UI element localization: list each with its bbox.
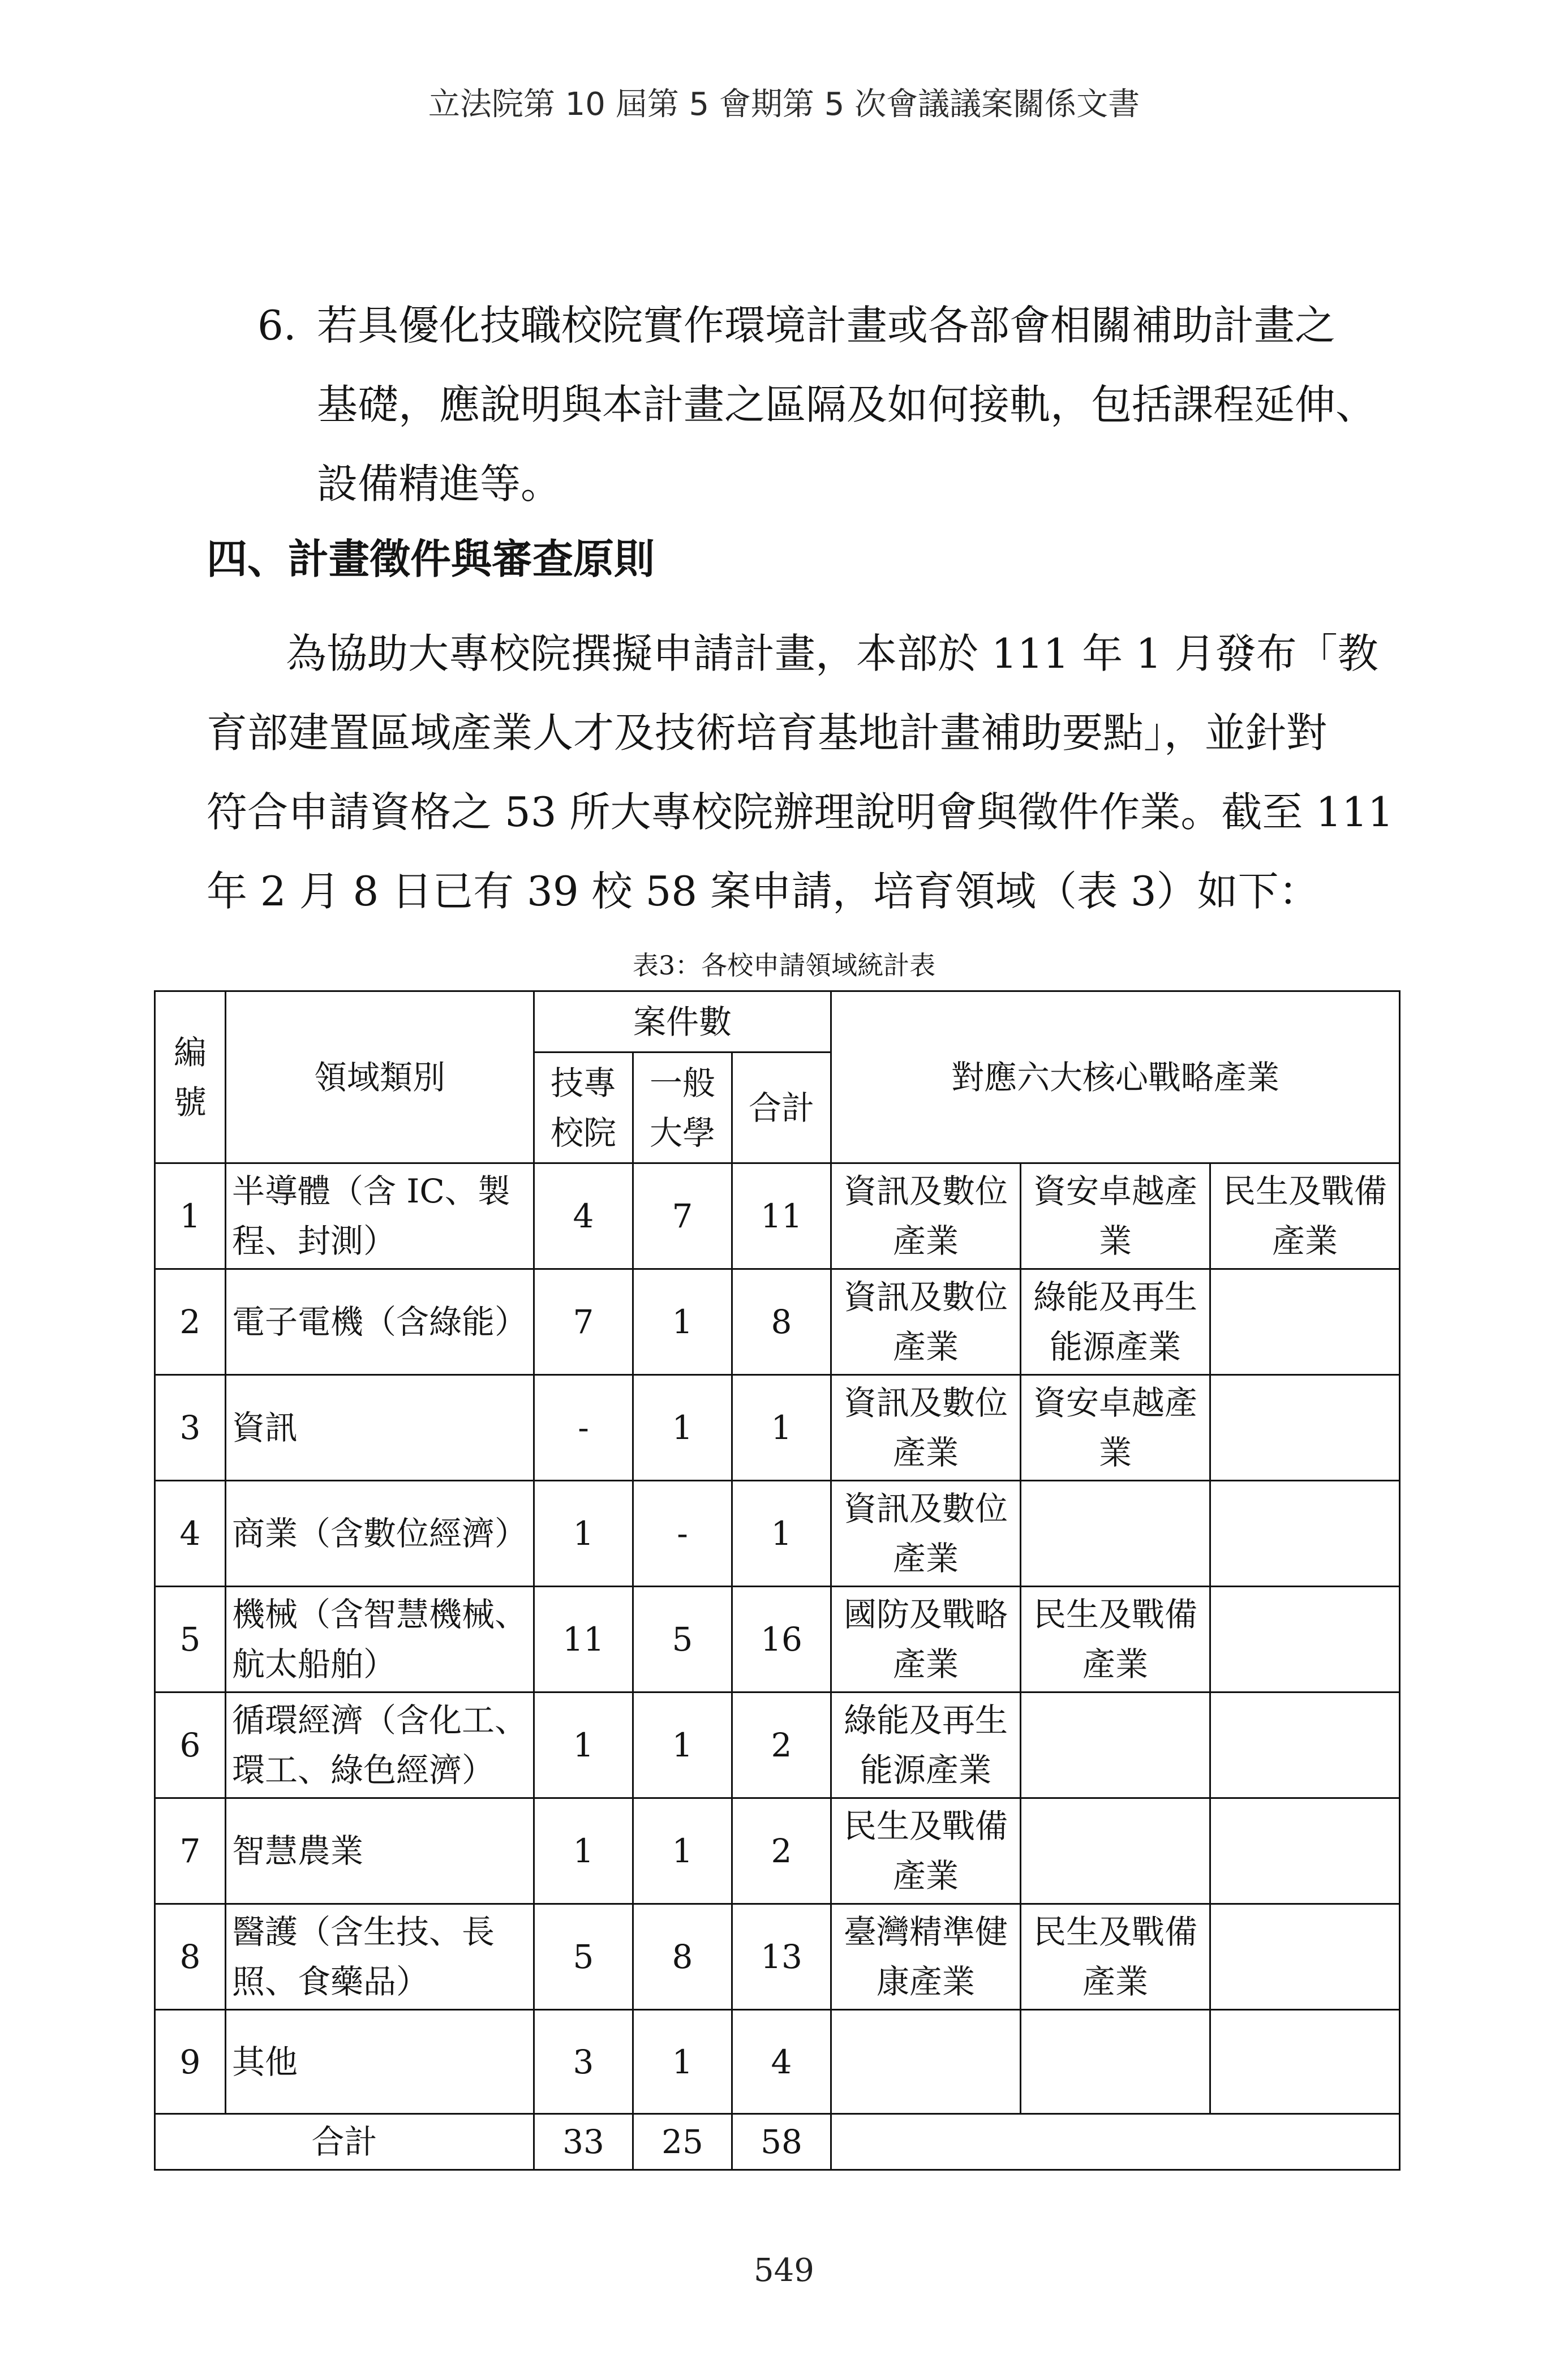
table-row [155,1798,1400,1904]
row-field: 商業（含數位經濟） [226,1481,534,1587]
row-general: 1 [633,1798,732,1904]
list-item-number: 6. [257,302,297,349]
row-general: 8 [633,1904,732,2010]
row-industry-3 [1210,1904,1400,2010]
total-general: 25 [633,2114,732,2170]
row-tech: 11 [534,1587,633,1692]
table-row [155,1375,1400,1481]
row-industry-1: 資訊及數位產業 [831,1375,1021,1481]
paragraph-line: 符合申請資格之 53 所大專校院辦理說明會與徵件作業。截至 111 [207,788,1394,836]
header-industry: 對應六大核心戰略產業 [831,991,1400,1163]
document-header: 立法院第 10 屆第 5 會期第 5 次會議議案關係文書 [428,86,1140,123]
row-total: 2 [732,1798,831,1904]
table-row [155,1481,1400,1587]
row-industry-1 [831,2010,1021,2114]
row-general: 1 [633,1269,732,1375]
paragraph-line: 為協助大專校院撰擬申請計畫，本部於 111 年 1 月發布「教 [286,630,1378,677]
table-row [155,1269,1400,1375]
row-general: 1 [633,1375,732,1481]
row-number: 4 [155,1481,226,1587]
row-tech: 1 [534,1481,633,1587]
row-number: 7 [155,1798,226,1904]
row-tech: 3 [534,2010,633,2114]
paragraph-line: 年 2 月 8 日已有 39 校 58 案申請，培育領域（表 3）如下： [207,867,1320,915]
row-industry-3 [1210,1375,1400,1481]
table-row [155,1163,1400,1269]
row-total: 1 [732,1375,831,1481]
row-number: 6 [155,1692,226,1798]
row-industry-1: 國防及戰略產業 [831,1587,1021,1692]
row-general: 1 [633,2010,732,2114]
total-sum: 58 [732,2114,831,2170]
row-total: 8 [732,1269,831,1375]
row-industry-1: 臺灣精準健康產業 [831,1904,1021,2010]
list-item-line: 若具優化技職校院實作環境計畫或各部會相關補助計畫之 [317,302,1336,349]
row-number: 5 [155,1587,226,1692]
row-industry-1: 資訊及數位產業 [831,1269,1021,1375]
row-industry-2 [1021,2010,1210,2114]
header-tech: 技專校院 [534,1053,633,1163]
row-industry-2: 民生及戰備產業 [1021,1904,1210,2010]
row-total: 2 [732,1692,831,1798]
row-total: 16 [732,1587,831,1692]
row-field: 循環經濟（含化工、環工、綠色經濟） [226,1692,534,1798]
row-field: 其他 [226,2010,534,2114]
row-general: 5 [633,1587,732,1692]
row-number: 9 [155,2010,226,2114]
row-total: 1 [732,1481,831,1587]
header-general: 一般大學 [633,1053,732,1163]
row-industry-2: 資安卓越產業 [1021,1375,1210,1481]
row-industry-3 [1210,1269,1400,1375]
table-caption: 表3：各校申請領域統計表 [632,950,936,981]
row-industry-1: 綠能及再生能源產業 [831,1692,1021,1798]
row-field: 醫護（含生技、長照、食藥品） [226,1904,534,2010]
row-industry-2 [1021,1481,1210,1587]
row-industry-2: 民生及戰備產業 [1021,1587,1210,1692]
header-number: 編號 [155,991,226,1163]
paragraph-line: 育部建置區域產業人才及技術培育基地計畫補助要點」，並針對 [207,709,1328,757]
table-row [155,2010,1400,2114]
table-row [155,1904,1400,2010]
row-tech: - [534,1375,633,1481]
row-total: 13 [732,1904,831,2010]
row-number: 3 [155,1375,226,1481]
header-field: 領域類別 [226,991,534,1163]
row-tech: 5 [534,1904,633,2010]
row-industry-3: 民生及戰備產業 [1210,1163,1400,1269]
row-total: 4 [732,2010,831,2114]
body-paragraph [207,614,1394,931]
header-total: 合計 [732,1053,831,1163]
row-industry-1: 民生及戰備產業 [831,1798,1021,1904]
row-field: 智慧農業 [226,1798,534,1904]
table-row [155,1587,1400,1692]
list-item-line: 基礎，應說明與本計畫之區隔及如何接軌，包括課程延伸、 [317,381,1377,428]
row-tech: 7 [534,1269,633,1375]
row-field: 機械（含智慧機械、航太船舶） [226,1587,534,1692]
row-general: 7 [633,1163,732,1269]
table-total-row [155,2114,1400,2170]
row-industry-2: 資安卓越產業 [1021,1163,1210,1269]
row-field: 半導體（含 IC、製程、封測） [226,1163,534,1269]
row-industry-2: 綠能及再生能源產業 [1021,1269,1210,1375]
table-row [155,1692,1400,1798]
section-title: 四、計畫徵件與審查原則 [207,535,655,583]
row-industry-2 [1021,1692,1210,1798]
total-industry-empty [831,2114,1400,2170]
row-tech: 1 [534,1798,633,1904]
row-industry-3 [1210,2010,1400,2114]
row-industry-1: 資訊及數位產業 [831,1163,1021,1269]
page-number: 549 [754,2252,814,2289]
row-tech: 4 [534,1163,633,1269]
row-tech: 1 [534,1692,633,1798]
row-industry-3 [1210,1587,1400,1692]
list-item-line: 設備精進等。 [317,460,562,508]
row-industry-1: 資訊及數位產業 [831,1481,1021,1587]
total-tech: 33 [534,2114,633,2170]
row-field: 電子電機（含綠能） [226,1269,534,1375]
row-industry-2 [1021,1798,1210,1904]
row-industry-3 [1210,1481,1400,1587]
row-number: 2 [155,1269,226,1375]
row-general: - [633,1481,732,1587]
row-number: 8 [155,1904,226,2010]
row-number: 1 [155,1163,226,1269]
row-field: 資訊 [226,1375,534,1481]
statistics-table [154,990,1401,2171]
row-total: 11 [732,1163,831,1269]
row-general: 1 [633,1692,732,1798]
row-industry-3 [1210,1692,1400,1798]
header-cases: 案件數 [534,991,831,1053]
total-label: 合計 [155,2114,534,2170]
row-industry-3 [1210,1798,1400,1904]
